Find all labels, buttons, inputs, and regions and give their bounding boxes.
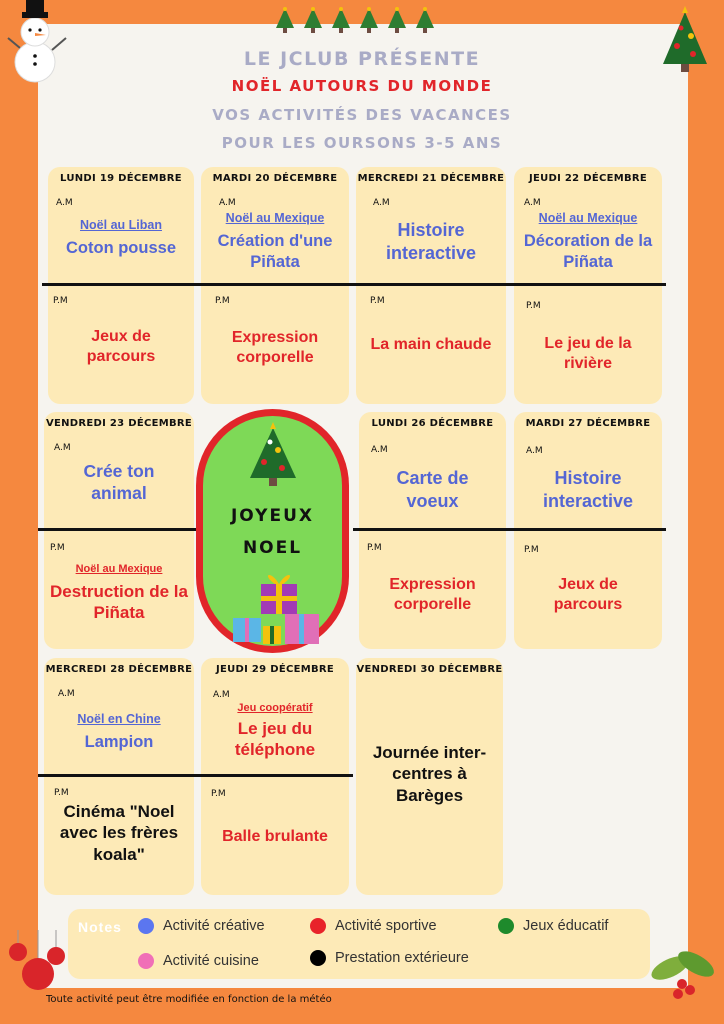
pm-activity: Jeux de parcours <box>553 576 623 613</box>
snowman-icon <box>2 0 72 84</box>
pm-activity: Destruction de la Piñata <box>50 582 188 623</box>
am-theme: Noël en Chine <box>77 712 161 726</box>
christmas-tree-icon <box>302 6 324 34</box>
legend-label: Activité cuisine <box>163 953 259 969</box>
day-card <box>356 658 503 895</box>
am-label: A.M <box>526 446 543 456</box>
christmas-tree-icon <box>274 6 296 34</box>
header-title: LE JCLUB PRÉSENTE <box>243 48 481 70</box>
christmas-tree-icon <box>358 6 380 34</box>
pm-activity: Expression corporelle <box>389 576 476 613</box>
full-day-activity: Journée inter-centres à Barèges <box>372 743 487 805</box>
legend-dot <box>138 918 154 934</box>
am-label: A.M <box>373 198 390 208</box>
pm-label: P.M <box>53 296 68 306</box>
header-subtitle: VOS ACTIVITÉS DES VACANCES <box>212 106 512 124</box>
legend-label: Activité créative <box>163 918 265 934</box>
pm-label: P.M <box>54 788 69 798</box>
am-theme: Noël au Mexique <box>225 211 325 225</box>
day-date: JEUDI 29 DÉCEMBRE <box>215 664 335 675</box>
pm-label: P.M <box>526 301 541 311</box>
am-label: A.M <box>56 198 73 208</box>
am-activity: Crée ton animal <box>83 461 155 503</box>
day-card <box>514 412 662 649</box>
pm-label: P.M <box>370 296 385 306</box>
pm-activity: Balle brulante <box>222 828 328 845</box>
am-activity: Coton pousse <box>66 239 176 257</box>
legend-dot <box>310 918 326 934</box>
day-card <box>514 167 662 404</box>
badge-inner <box>203 416 342 646</box>
divider <box>195 283 353 286</box>
ornament-icon <box>4 930 68 1000</box>
day-card <box>44 412 194 649</box>
divider <box>350 283 510 286</box>
day-date: VENDREDI 30 DÉCEMBRE <box>356 664 503 675</box>
legend-dot <box>138 953 154 969</box>
divider <box>508 528 666 531</box>
pm-label: P.M <box>524 545 539 555</box>
christmas-tree-icon <box>414 6 436 34</box>
pm-activity: Expression corporelle <box>231 329 319 366</box>
day-card <box>201 658 349 895</box>
pm-activity: Le jeu de la rivière <box>544 335 632 372</box>
am-label: A.M <box>54 443 71 453</box>
am-activity: Le jeu du téléphone <box>234 719 316 760</box>
legend-label: Activité sportive <box>335 918 437 934</box>
am-activity: Décoration de la Piñata <box>523 232 653 271</box>
divider <box>42 283 198 286</box>
day-date: MARDI 27 DÉCEMBRE <box>525 418 651 429</box>
day-date: JEUDI 22 DÉCEMBRE <box>528 173 648 184</box>
am-label: A.M <box>213 690 230 700</box>
am-activity: Carte de voeux <box>396 468 469 511</box>
gift-icon <box>231 566 321 648</box>
am-label: A.M <box>524 198 541 208</box>
day-card <box>44 658 194 895</box>
divider <box>508 283 666 286</box>
divider <box>38 774 198 777</box>
legend-dot <box>310 950 326 966</box>
header-theme: NOËL AUTOURS DU MONDE <box>231 77 493 95</box>
day-date: LUNDI 19 DÉCEMBRE <box>60 173 182 184</box>
day-date: VENDREDI 23 DÉCEMBRE <box>45 418 193 429</box>
pm-label: P.M <box>367 543 382 553</box>
am-activity: Histoire interactive <box>385 220 477 263</box>
day-card <box>356 167 506 404</box>
divider <box>38 528 198 531</box>
pm-theme: Noël au Mexique <box>75 563 163 575</box>
day-card <box>48 167 194 404</box>
notes-legend <box>68 909 650 979</box>
greeting-line2: NOEL <box>242 538 303 558</box>
am-activity: Création d'une Piñata <box>217 232 333 271</box>
pm-activity: Cinéma "Noel avec les frères koala" <box>59 802 179 864</box>
legend-item <box>310 950 469 966</box>
day-card <box>359 412 506 649</box>
day-date: MERCREDI 28 DÉCEMBRE <box>45 664 193 675</box>
christmas-tree-icon <box>386 6 408 34</box>
tree-garland <box>274 6 436 34</box>
christmas-tree-icon <box>330 6 352 34</box>
legend-item <box>310 918 437 934</box>
pm-label: P.M <box>50 543 65 553</box>
am-theme: Jeu coopératif <box>237 702 313 714</box>
am-activity: Lampion <box>84 733 154 751</box>
legend-item <box>138 918 265 934</box>
am-theme: Noël au Mexique <box>538 211 638 225</box>
am-label: A.M <box>58 689 75 699</box>
pm-label: P.M <box>215 296 230 306</box>
am-theme: Noël au Liban <box>80 218 162 232</box>
am-activity: Histoire interactive <box>542 468 634 511</box>
pm-activity: Jeux de parcours <box>86 328 156 365</box>
day-date: MARDI 20 DÉCEMBRE <box>212 173 338 184</box>
legend-dot <box>498 918 514 934</box>
pm-activity: La main chaude <box>370 336 492 353</box>
joyeux-noel-badge <box>196 409 349 653</box>
christmas-tree-icon <box>244 422 302 488</box>
legend-label: Jeux éducatif <box>523 918 609 934</box>
legend-item <box>138 953 259 969</box>
am-label: A.M <box>371 445 388 455</box>
legend-label: Prestation extérieure <box>335 950 469 966</box>
legend-item <box>498 918 608 934</box>
holly-icon <box>648 944 718 1004</box>
pm-label: P.M <box>211 789 226 799</box>
greeting-line1: JOYEUX <box>230 506 314 526</box>
divider <box>353 528 510 531</box>
header-audience: POUR LES OURSONS 3-5 ANS <box>221 134 503 152</box>
day-card <box>201 167 349 404</box>
divider <box>195 774 353 777</box>
am-label: A.M <box>219 198 236 208</box>
day-date: MERCREDI 21 DÉCEMBRE <box>357 173 505 184</box>
footer-disclaimer: Toute activité peut être modifiée en fonction de la météo <box>46 994 332 1005</box>
notes-title: Notes <box>78 919 122 935</box>
day-date: LUNDI 26 DÉCEMBRE <box>371 418 494 429</box>
